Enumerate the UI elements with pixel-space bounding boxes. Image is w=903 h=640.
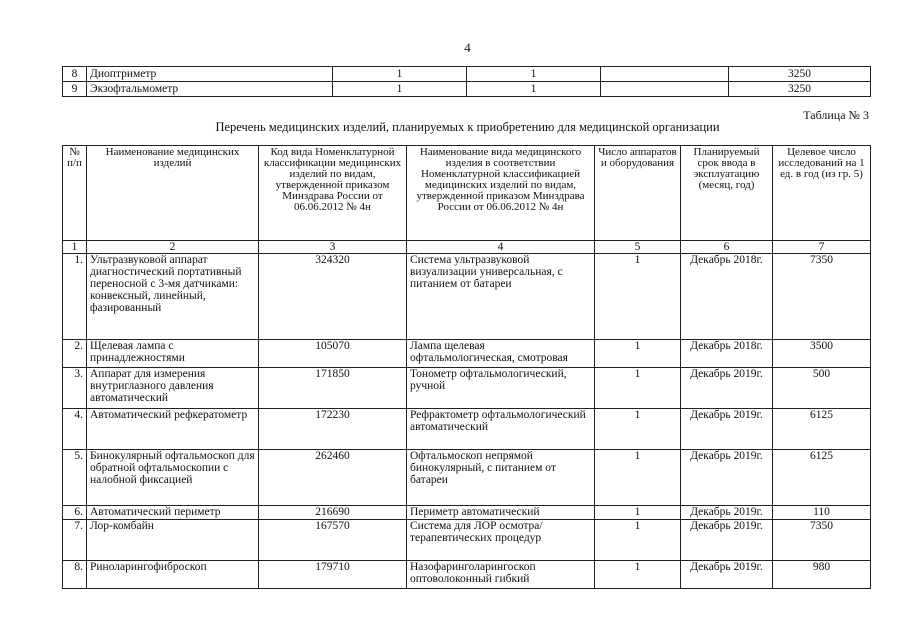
device-kind: Система для ЛОР осмотра/терапевтических процедур xyxy=(407,520,595,561)
table-row xyxy=(63,82,871,97)
equipment-table xyxy=(62,145,871,589)
device-name: Автоматический рефкератометр xyxy=(87,409,259,450)
device-count: 1 xyxy=(595,409,681,450)
device-kind: Офтальмоскоп непрямой бинокулярный, с питанием от батареи xyxy=(407,450,595,506)
header-row xyxy=(63,146,871,241)
row-number: 4. xyxy=(63,409,87,450)
device-name: Щелевая лампа с принадлежностями xyxy=(87,340,259,368)
table-row xyxy=(63,450,871,506)
device-count: 1 xyxy=(595,450,681,506)
table-row xyxy=(63,506,871,520)
column-number: 5 xyxy=(595,241,681,254)
item-name: Диоптриметр xyxy=(87,67,333,82)
header-cell-name: Наименование медицинских изделий xyxy=(87,146,259,241)
device-kind: Система ультразвуковой визуализации универсальная, с питанием от батареи xyxy=(407,254,595,340)
target-count: 6125 xyxy=(773,409,871,450)
device-count: 1 xyxy=(595,561,681,589)
target-count: 6125 xyxy=(773,450,871,506)
device-code: 105070 xyxy=(259,340,407,368)
device-name: Бинокулярный офтальмоскоп для обратной офтальмоскопии с налобной фиксацией xyxy=(87,450,259,506)
device-code: 262460 xyxy=(259,450,407,506)
row-number: 7. xyxy=(63,520,87,561)
device-kind: Лампа щелевая офтальмологическая, смотровая xyxy=(407,340,595,368)
device-code: 179710 xyxy=(259,561,407,589)
header-cell-kind: Наименование вида медицинского изделия в соответствии Номенклатурной классификацией медицинских изделий по видам, утвержденной приказом Минздрава России от 06.06.2012 № 4н xyxy=(407,146,595,241)
column-number-row xyxy=(63,241,871,254)
device-name: Риноларингофиброскоп xyxy=(87,561,259,589)
cell-value xyxy=(601,67,729,82)
cell-value: 3250 xyxy=(729,82,871,97)
row-number: 8. xyxy=(63,561,87,589)
column-number: 3 xyxy=(259,241,407,254)
device-code: 167570 xyxy=(259,520,407,561)
cell-value: 1 xyxy=(333,67,467,82)
target-count: 3500 xyxy=(773,340,871,368)
cell-value xyxy=(601,82,729,97)
cell-value: 3250 xyxy=(729,67,871,82)
table-row xyxy=(63,340,871,368)
column-number: 7 xyxy=(773,241,871,254)
table-title: Перечень медицинских изделий, планируемых к приобретению для медицинской организации xyxy=(215,120,720,134)
header-cell-num: № п/п xyxy=(63,146,87,241)
target-count: 7350 xyxy=(773,520,871,561)
target-count: 7350 xyxy=(773,254,871,340)
commission-date: Декабрь 2019г. xyxy=(681,520,773,561)
commission-date: Декабрь 2019г. xyxy=(681,561,773,589)
item-name: Экзофтальмометр xyxy=(87,82,333,97)
cell-value: 1 xyxy=(467,67,601,82)
row-number: 3. xyxy=(63,368,87,409)
table-row xyxy=(63,561,871,589)
commission-date: Декабрь 2019г. xyxy=(681,450,773,506)
table-label: Таблица № 3 xyxy=(803,108,869,122)
table-row xyxy=(63,409,871,450)
row-number: 1. xyxy=(63,254,87,340)
device-kind: Периметр автоматический xyxy=(407,506,595,520)
commission-date: Декабрь 2019г. xyxy=(681,506,773,520)
device-count: 1 xyxy=(595,368,681,409)
device-code: 172230 xyxy=(259,409,407,450)
column-number: 1 xyxy=(63,241,87,254)
header-cell-code: Код вида Номенклатурной классификации медицинских изделий по видам, утвержденной приказом Минздрава России от 06.06.2012 № 4н xyxy=(259,146,407,241)
table-row xyxy=(63,368,871,409)
cell-value: 1 xyxy=(333,82,467,97)
row-number: 6. xyxy=(63,506,87,520)
column-number: 4 xyxy=(407,241,595,254)
device-kind: Тонометр офтальмологический, ручной xyxy=(407,368,595,409)
device-name: Автоматический периметр xyxy=(87,506,259,520)
column-number: 6 xyxy=(681,241,773,254)
device-count: 1 xyxy=(595,520,681,561)
device-name: Аппарат для измерения внутриглазного давления автоматический xyxy=(87,368,259,409)
row-number: 2. xyxy=(63,340,87,368)
device-count: 1 xyxy=(595,340,681,368)
row-number: 5. xyxy=(63,450,87,506)
continued-table xyxy=(62,66,871,97)
page-number: 4 xyxy=(464,40,471,55)
device-name: Лор-комбайн xyxy=(87,520,259,561)
header-cell-count: Число аппаратов и оборудования xyxy=(595,146,681,241)
commission-date: Декабрь 2018г. xyxy=(681,254,773,340)
device-count: 1 xyxy=(595,254,681,340)
device-code: 171850 xyxy=(259,368,407,409)
table-row xyxy=(63,520,871,561)
header-cell-target: Целевое число исследований на 1 ед. в год (из гр. 5) xyxy=(773,146,871,241)
device-name: Ультразвуковой аппарат диагностический портативный переносной с 3-мя датчиками: конвексный, линейный, фазированный xyxy=(87,254,259,340)
device-code: 324320 xyxy=(259,254,407,340)
cell-value: 1 xyxy=(467,82,601,97)
commission-date: Декабрь 2019г. xyxy=(681,409,773,450)
table-row xyxy=(63,254,871,340)
header-cell-date: Планируемый срок ввода в эксплуатацию (месяц, год) xyxy=(681,146,773,241)
target-count: 980 xyxy=(773,561,871,589)
device-kind: Рефрактометр офтальмологический автоматический xyxy=(407,409,595,450)
device-count: 1 xyxy=(595,506,681,520)
target-count: 110 xyxy=(773,506,871,520)
row-number: 9 xyxy=(63,82,87,97)
column-number: 2 xyxy=(87,241,259,254)
commission-date: Декабрь 2018г. xyxy=(681,340,773,368)
device-code: 216690 xyxy=(259,506,407,520)
device-kind: Назофаринголарингоскоп оптоволоконный гибкий xyxy=(407,561,595,589)
table-row xyxy=(63,67,871,82)
target-count: 500 xyxy=(773,368,871,409)
row-number: 8 xyxy=(63,67,87,82)
commission-date: Декабрь 2019г. xyxy=(681,368,773,409)
